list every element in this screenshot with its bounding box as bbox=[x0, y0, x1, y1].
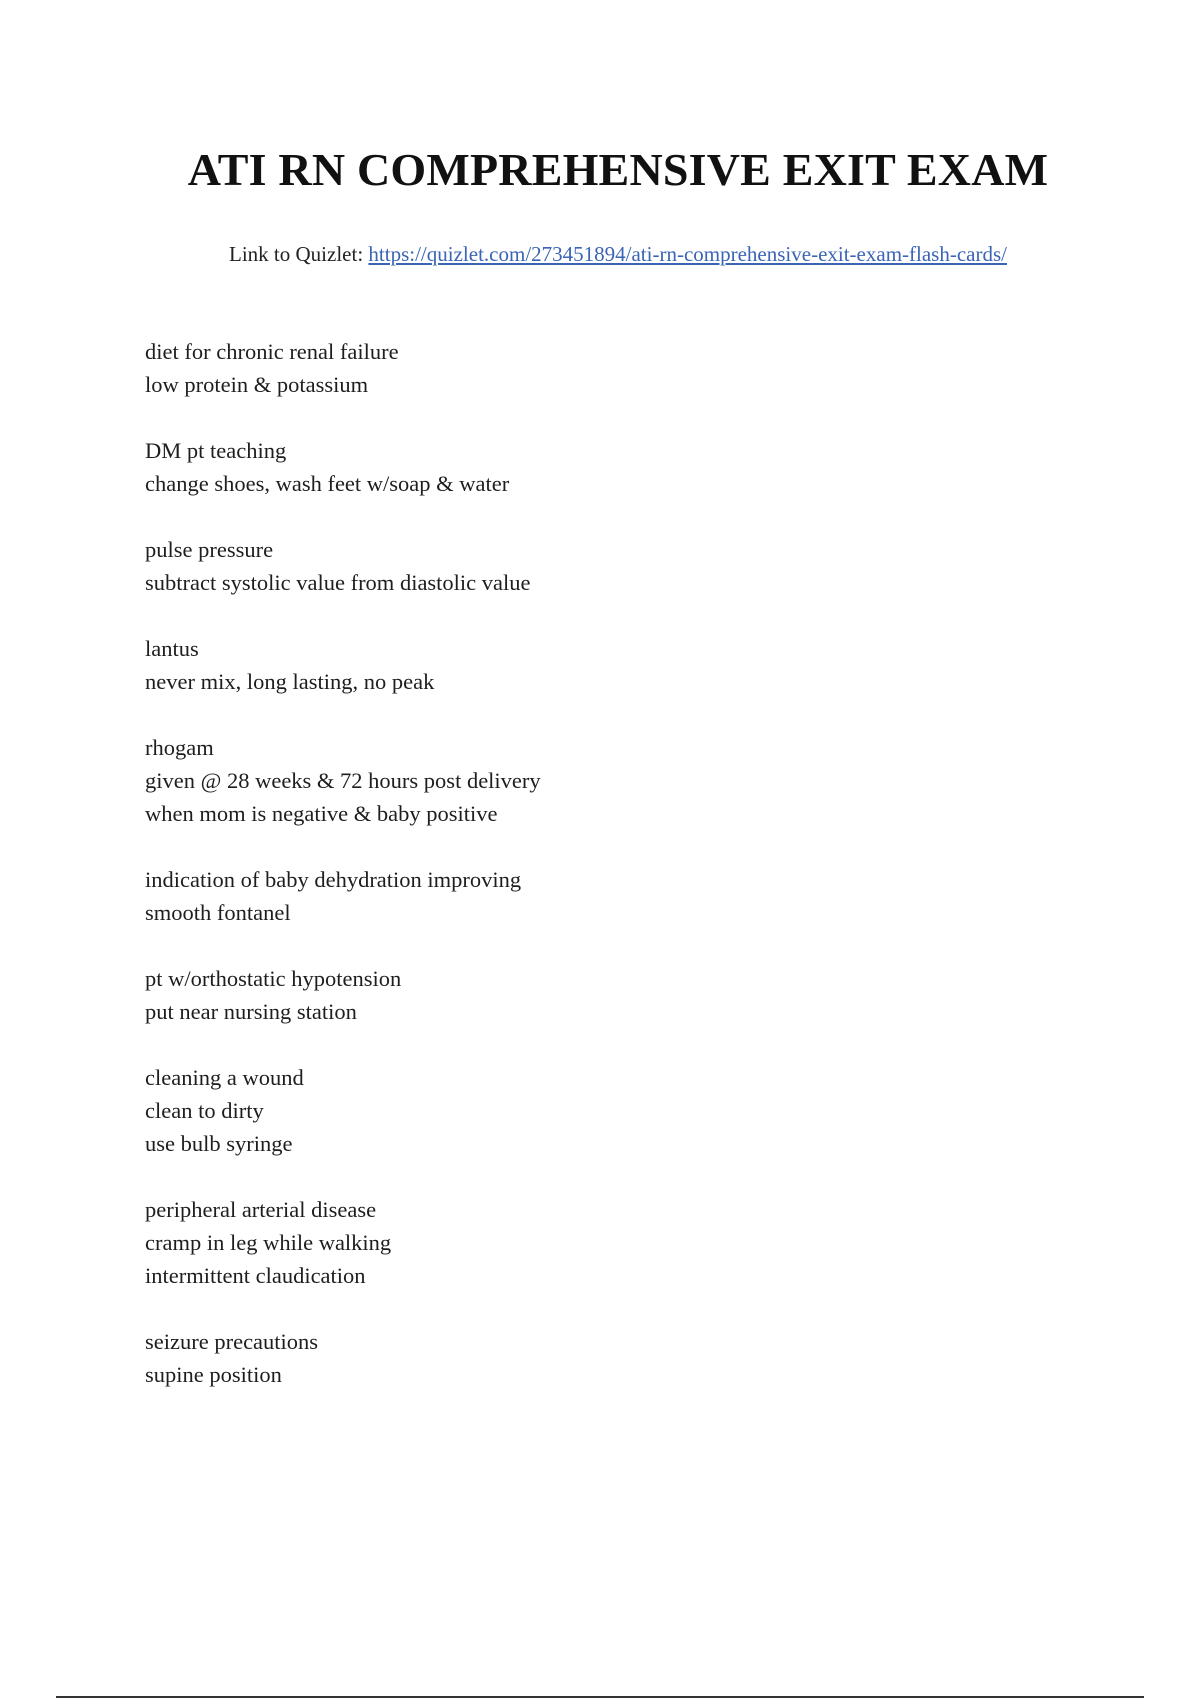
card-definition: smooth fontanel bbox=[145, 900, 291, 925]
flashcard bbox=[145, 1061, 1045, 1160]
card-term: cleaning a wound bbox=[145, 1065, 304, 1090]
quizlet-link[interactable]: https://quizlet.com/273451894/ati-rn-comprehensive-exit-exam-flash-cards/ bbox=[368, 242, 1007, 266]
card-term: seizure precautions bbox=[145, 1329, 319, 1354]
quizlet-link-line bbox=[0, 240, 1200, 268]
card-definition: subtract systolic value from diastolic value bbox=[145, 570, 531, 595]
card-term: pulse pressure bbox=[145, 537, 274, 562]
card-term: peripheral arterial disease bbox=[145, 1197, 377, 1222]
card-definition: cramp in leg while walking bbox=[145, 1230, 392, 1255]
flashcard bbox=[145, 335, 1045, 401]
card-term: diet for chronic renal failure bbox=[145, 339, 399, 364]
card-definition: use bulb syringe bbox=[145, 1131, 293, 1156]
card-definition: intermittent claudication bbox=[145, 1263, 366, 1288]
flashcard bbox=[145, 1193, 1045, 1292]
link-prefix-label: Link to Quizlet: bbox=[229, 242, 369, 266]
flashcard-list bbox=[145, 335, 1045, 1424]
card-definition: put near nursing station bbox=[145, 999, 357, 1024]
card-definition: never mix, long lasting, no peak bbox=[145, 669, 435, 694]
card-definition: low protein & potassium bbox=[145, 372, 369, 397]
card-term: rhogam bbox=[145, 735, 214, 760]
flashcard bbox=[145, 731, 1045, 830]
flashcard bbox=[145, 533, 1045, 599]
card-term: pt w/orthostatic hypotension bbox=[145, 966, 402, 991]
card-definition: clean to dirty bbox=[145, 1098, 264, 1123]
card-definition: supine position bbox=[145, 1362, 282, 1387]
flashcard bbox=[145, 962, 1045, 1028]
flashcard bbox=[145, 632, 1045, 698]
flashcard bbox=[145, 1325, 1045, 1391]
card-definition: change shoes, wash feet w/soap & water bbox=[145, 471, 510, 496]
card-definition: when mom is negative & baby positive bbox=[145, 801, 498, 826]
card-term: lantus bbox=[145, 636, 199, 661]
page-title: ATI RN COMPREHENSIVE EXIT EXAM bbox=[187, 144, 1049, 195]
card-definition: given @ 28 weeks & 72 hours post delivery bbox=[145, 768, 541, 793]
card-term: indication of baby dehydration improving bbox=[145, 867, 522, 892]
footer-divider bbox=[56, 1696, 1144, 1698]
flashcard bbox=[145, 863, 1045, 929]
flashcard bbox=[145, 434, 1045, 500]
card-term: DM pt teaching bbox=[145, 438, 287, 463]
